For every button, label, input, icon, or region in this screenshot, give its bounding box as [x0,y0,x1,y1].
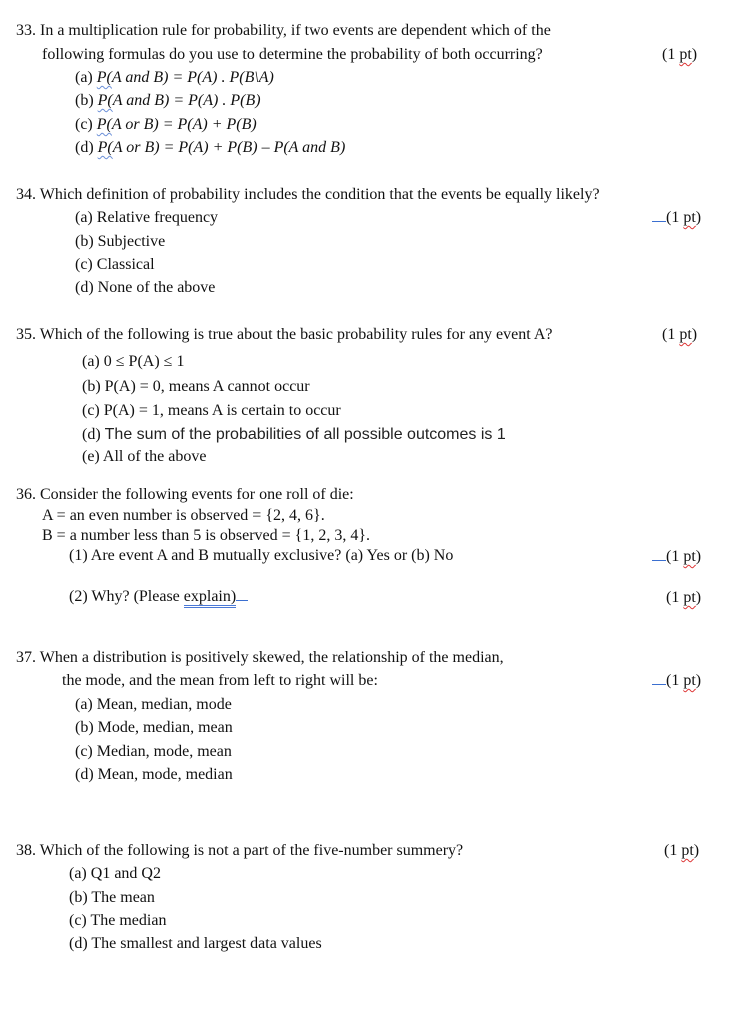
q36-sub1-answer-blank[interactable] [652,547,666,561]
q34-number: 34. [16,186,36,203]
q37-stem-line1 [16,648,504,668]
q36-stem [16,485,354,505]
q34-option-a[interactable] [75,208,218,228]
q36-sub1: (1) Are event A and B mutually exclusive? (a) Yes or (b) No [69,547,454,564]
q34-option-a-text: Relative frequency [96,209,219,226]
q34-option-c[interactable] [75,255,155,275]
q35-stem-text: Which of the following is true about the basic probability rules for any event A? [39,326,553,343]
q35-stem [16,325,552,345]
q37-points: (1 pt) [652,671,701,691]
q38-option-b[interactable] [69,888,155,908]
q37-option-c-text: Median, mode, mean [96,743,232,760]
q35-option-a-label: (a) [82,353,100,370]
q33-points: (1 pt) [662,46,698,63]
q35-option-b-label: (b) [82,378,101,395]
q34-stem-text: Which definition of probability includes the condition that the events be equally likely? [39,186,600,203]
q37-option-c-label: (c) [75,743,93,760]
q37-points-pt: pt [683,672,696,689]
q38-option-b-text: The mean [91,889,155,906]
q33-option-a[interactable] [75,68,274,88]
q37-option-a-label: (a) [75,696,93,713]
q35-option-b[interactable] [82,377,310,397]
q38-number: 38. [16,842,36,859]
q36-sub2-points: (1 pt) [666,589,702,606]
q37-option-b-text: Mode, median, mean [97,719,233,736]
q35-option-c-label: (c) [82,402,100,419]
q37-option-d-text: Mean, mode, median [97,766,233,783]
q36-sub1-points-pt: pt [683,548,696,565]
q33-option-b[interactable] [75,91,261,111]
q33-option-c-text: A or B) = P(A) + P(B) [111,116,257,133]
q36-event-a: A = an even number is observed = {2, 4, 6}. [42,507,325,524]
q35-option-d-label: (d) [82,426,101,443]
q33-points-pt: pt [679,46,692,63]
q33-stem-line2: following formulas do you use to determine the probability of both occurring? [42,46,543,63]
q38-option-c-text: The median [90,912,167,929]
q33-option-d[interactable] [75,138,345,158]
q36-stem-text: Consider the following events for one roll of die: [40,486,354,503]
q37-option-c[interactable] [75,742,232,762]
q34-option-c-text: Classical [96,256,155,273]
q36-event-b: B = a number less than 5 is observed = {1, 2, 3, 4}. [42,527,371,544]
q37-answer-blank[interactable] [652,671,666,685]
q34-answer-blank[interactable] [652,208,666,222]
q38-points-pt: pt [681,842,694,859]
q33-option-c-p: P( [96,116,112,133]
q33-option-a-label: (a) [75,69,93,86]
q34-option-b[interactable] [75,232,165,252]
q34-points-pt: pt [683,209,696,226]
q35-option-a-text: 0 ≤ P(A) ≤ 1 [103,353,185,370]
q37-option-a[interactable] [75,695,232,715]
q35-points: (1 pt) [662,326,698,343]
q35-points-pt: pt [679,326,692,343]
q35-option-a[interactable] [82,352,184,372]
q38-points: (1 pt) [664,842,700,859]
q36-sub2 [69,587,248,607]
q33-number: 33. [16,22,36,39]
q38-option-c[interactable] [69,911,166,931]
q37-option-d-label: (d) [75,766,94,783]
q37-stem-text-1: When a distribution is positively skewed, the relationship of the median, [39,649,504,666]
q33-option-d-label: (d) [75,139,94,156]
q34-option-a-label: (a) [75,209,93,226]
q36-sub2-answer-blank[interactable] [236,587,248,601]
q33-option-c[interactable] [75,115,257,135]
q38-option-d-text: The smallest and largest data values [91,935,322,952]
q35-option-c[interactable] [82,401,341,421]
q37-option-b-label: (b) [75,719,94,736]
q35-option-e-text: All of the above [102,448,207,465]
q37-number: 37. [16,649,36,666]
q37-stem-line2: the mode, and the mean from left to right will be: [62,672,378,689]
q37-option-b[interactable] [75,718,233,738]
q36-sub2-explain: explain) [184,588,236,608]
q34-option-b-label: (b) [75,233,94,250]
q34-stem [16,185,600,205]
q36-sub1-points: (1 pt) [652,547,701,567]
q38-option-d[interactable] [69,934,322,954]
q34-option-d-label: (d) [75,279,94,296]
q38-option-d-label: (d) [69,935,88,952]
q34-option-c-label: (c) [75,256,93,273]
q36-number: 36. [16,486,36,503]
q37-option-d[interactable] [75,765,233,785]
q35-option-d[interactable] [82,425,506,445]
q35-option-b-text: P(A) = 0, means A cannot occur [104,378,310,395]
q33-option-a-text: A and B) = P(A) . P(B\A) [111,69,274,86]
q33-option-d-p: P( [97,139,113,156]
q33-option-b-p: P( [97,92,113,109]
q35-number: 35. [16,326,36,343]
q33-stem-text-1: In a multiplication rule for probability, if two events are dependent which of the [40,22,551,39]
q38-option-c-label: (c) [69,912,87,929]
q35-option-d-text: The sum of the probabilities of all possible outcomes is 1 [104,426,506,443]
q36-sub2-points-pt: pt [683,589,696,606]
q38-option-a-text: Q1 and Q2 [90,865,161,882]
q33-stem-line1 [16,21,551,41]
q33-option-b-label: (b) [75,92,94,109]
q38-option-a[interactable] [69,864,161,884]
q38-stem-text: Which of the following is not a part of the five-number summery? [39,842,464,859]
q34-option-b-text: Subjective [97,233,166,250]
q35-option-e[interactable] [82,447,206,467]
q36-sub2-text: (2) Why? (Please [69,588,184,605]
q38-stem [16,841,463,861]
q35-option-c-text: P(A) = 1, means A is certain to occur [103,402,341,419]
q33-option-d-text: A or B) = P(A) + P(B) – P(A and B) [112,139,346,156]
q33-option-b-text: A and B) = P(A) . P(B) [112,92,261,109]
q34-points: (1 pt) [652,208,701,228]
q37-option-a-text: Mean, median, mode [96,696,232,713]
q34-option-d[interactable] [75,278,215,298]
q33-option-a-p: P( [96,69,112,86]
q38-option-a-label: (a) [69,865,87,882]
q38-option-b-label: (b) [69,889,88,906]
q34-option-d-text: None of the above [97,279,216,296]
q35-option-e-label: (e) [82,448,100,465]
q33-option-c-label: (c) [75,116,93,133]
